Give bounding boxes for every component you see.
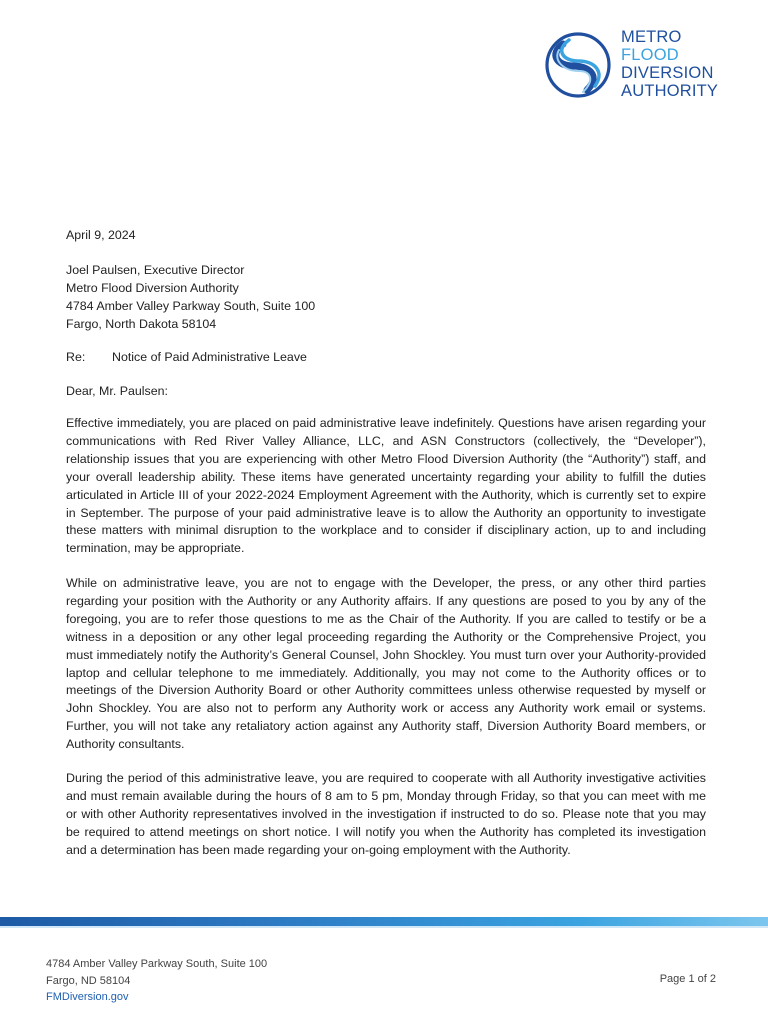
footer-street: 4784 Amber Valley Parkway South, Suite 100 <box>46 958 268 970</box>
paragraph-text: During the period of this administrative leave, you are required to cooperate with all Authority investigative activities and must remain available during the hours of 8 am to 5 pm, Monday through Friday, so that you can meet with me or with other Authority representatives involved in the investigation if instructed to do so. Please note that you may be required to attend meetings on short notice. I will notify you when the Authority has completed its investigation and a determination has been made regarding your on-going employment with the Authority. <box>66 771 706 857</box>
recipient-name: Joel Paulsen, Executive Director <box>66 263 245 277</box>
logo-line-authority: AUTHORITY <box>621 82 719 100</box>
footer-address <box>46 956 267 1006</box>
logo-line-flood: FLOOD <box>621 46 679 64</box>
paragraph-text: While on administrative leave, you are not to engage with the Developer, the press, or any other third parties regarding your position with the Authority or any Authority affairs. If any questions are posed to you by any of the foregoing, you are to refer those questions to me as the Chair of the Authority. If you are called to testify or be a witness in a deposition or any other legal proceeding regarding the Authority or the Comprehensive Project, you must immediately notify the Authority’s General Counsel, John Shockley. You must turn over your Authority-provided laptop and cellular telephone to me immediately. Additionally, you may not come to the Authority offices or to meetings of the Diversion Authority Board or other Authority committees unless otherwise requested by myself or John Shockley. You are also not to perform any Authority work or access any Authority work email or systems. Further, you will not take any retaliatory action against any Authority staff, Diversion Authority Board members, or Authority consultants. <box>66 576 706 752</box>
footer-divider-bar <box>0 917 768 926</box>
recipient-city: Fargo, North Dakota 58104 <box>66 316 217 331</box>
subject-line <box>66 349 706 367</box>
subject-label: Re: <box>66 350 86 364</box>
authority-logo <box>543 28 733 104</box>
footer-divider-accent <box>0 926 768 928</box>
body-paragraph-2 <box>66 575 706 754</box>
recipient-street: 4784 Amber Valley Parkway South, Suite 100 <box>66 298 316 313</box>
salutation: Dear, Mr. Paulsen: <box>66 384 168 398</box>
page-number: Page 1 of 2 <box>659 973 716 985</box>
subject-text: Notice of Paid Administrative Leave <box>112 350 307 364</box>
logo-wordmark <box>621 28 718 100</box>
recipient-organization: Metro Flood Diversion Authority <box>66 280 239 295</box>
logo-line-metro: METRO <box>621 28 682 46</box>
recipient-address <box>66 262 706 334</box>
river-swirl-icon <box>543 30 613 100</box>
letter-date: April 9, 2024 <box>66 228 136 242</box>
footer-city: Fargo, ND 58104 <box>46 974 131 987</box>
paragraph-text: Effective immediately, you are placed on paid administrative leave indefinitely. Questions have arisen regarding your communications with Red River Valley Alliance, LLC, and ASN Constructors (collectively, the “Developer”), relationship issues that you are experiencing with other Metro Flood Diversion Authority (the “Authority”) staff, and your overall leadership ability. These items have generated uncertainty regarding your ability to fulfill the duties articulated in Article III of your 2022-2024 Employment Agreement with the Authority, which is currently set to expire in September. The purpose of your paid administrative leave is to allow the Authority an opportunity to investigate these matters with minimal disruption to the workplace and to consider if disciplinary action, up to and including termination, may be appropriate. <box>66 416 706 556</box>
body-paragraph-1 <box>66 415 706 558</box>
body-paragraph-3 <box>66 770 706 860</box>
logo-line-diversion: DIVERSION <box>621 64 714 82</box>
footer-website-link[interactable]: FMDiversion.gov <box>46 991 129 1003</box>
